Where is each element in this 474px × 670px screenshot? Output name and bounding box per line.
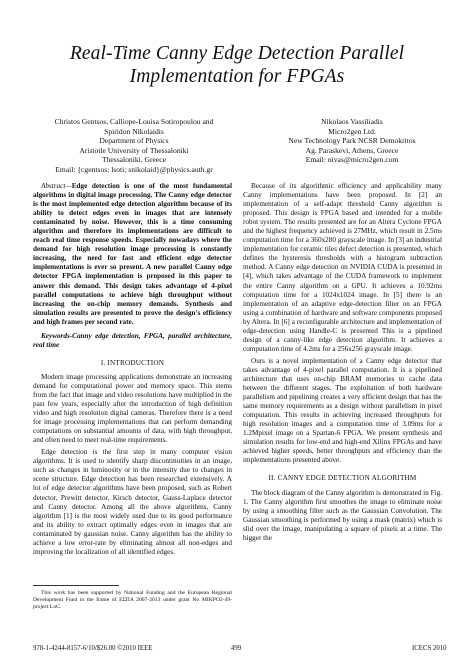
footnote-text: This work has been supported by National Funding and the European Regional Development Fund in the frame of ΕΣΠΑ 2007-2013 under grant No MIKPO2-49-project LoC. [33, 590, 232, 610]
author-park: New Technology Park NCSR Demokritos [288, 136, 416, 146]
author-email: Email: {cgentsos; lsoti; snikolaid}@physics.auth.gr [55, 164, 213, 174]
footnote-rule [33, 585, 119, 586]
author-dept: Department of Physics [99, 136, 169, 146]
keywords-lead: Keywords- [41, 331, 73, 340]
related-work-paragraph: Because of its algorithmic efficiency and applicability many Canny implementations have been proposed. In [2] an implementation of a self-adapt threshold Canny algorithm is proposed. This design is FPGA based and intended for a mobile robot system. The results presented are for an Altera Cyclone FPGA and the highest frequency achieved is 27MHz, which result in 2.5ms computation time for a 360x280 grayscale image. In [3] an industrial implementation for ceramic tiles defect detection is presented, which defines the hysteresis thresholds with a histogram subtraction method. A Canny edge detection on NVIDIA CUDA is presented in [4], which takes advantage of the CUDA framework to implement the entire Canny algorithm on a GPU. It achieves a 10.92ms computation time for a 1024x1024 image. In [5] there is an implementation of an adaptive edge-detection filter on an FPGA using a combination of hardware and software components proposed by Altera. In [6] a reconfigurable architecture and implementation of edge-detection using Handle-C is presented This is a pipelined design of a canny-like edge detection algorithm. It achieves a computation time of 4.2ms for a 256x256 grayscale image. [243, 182, 442, 353]
intro-paragraph-2: Edge detection is the first step in many computer vision algorithms. It is used to identify sharp discontinuities in an image, such as changes in luminosity or in the intensity due to changes in scene structure. Edge detection has been researched extensively. A lot of edge detector algorithms have been proposed, such as Robert detector, Prewitt detector, Kirsch detector, Gauss-Laplace detector and Canny detector. Among all the above algorithms, Canny algorithm [1] is the most widely used due to its good performance and its ability to extract optimally edges even in images that are contaminated by gaussian noise. Canny algorithm has the ability to achieve a low error-rate by eliminating almost all non-edges and improving the localization of all identified edges. [33, 448, 232, 556]
right-column [243, 182, 442, 543]
keywords [33, 332, 232, 350]
author-name: Nikolaos Vassiliadis [321, 117, 383, 126]
left-column [33, 182, 232, 557]
author-univ: Aristotle University of Thessaloniki [79, 145, 189, 155]
author-block-left [34, 117, 234, 175]
keywords-body: Canny edge detection, FPGA, parallel architecture, real time [33, 331, 232, 349]
author-email: Email: nivas@micro2gen.com [305, 155, 399, 165]
paper-title [40, 42, 434, 88]
title-line-2: Implementation for FPGAs [129, 66, 345, 87]
footer-isbn: 978-1-4244-8157-6/10/$26.00 ©2010 IEEE [33, 645, 153, 652]
author-company: Micro2gen Ltd. [328, 126, 376, 136]
abstract-body: Edge detection is one of the most fundamental algorithms in digital image processing. The Canny edge detector is the most implemented edge detection algorithm because of its ability to detect edges even in images that are intensely contaminated by noise. However, this is a time consuming algorithm and therefore its implementations are difficult to reach real time response speeds. Especially nowadays where the demand for high resolution image processing is constantly increasing, the need for fast and efficient edge detector implementations is ever so present. A new parallel Canny edge detector FPGA implementation is proposed in this paper to answer this demand. This design takes advantage of 4-pixel parallel computations to achieve high throughput without increasing the on-chip memory demands. Synthesis and simulation results are presented to prove the design's efficiency and high frames per second rate. [33, 182, 232, 326]
section-heading-canny: II. CANNY EDGE DETECTION ALGORITHM [268, 474, 417, 483]
author-names: Christos Gentsos, Calliope-Louisa Sotiropoulou and [54, 117, 214, 126]
abstract [33, 182, 232, 327]
author-block-right [252, 117, 452, 165]
title-line-1: Real-Time Canny Edge Detection Parallel [69, 43, 405, 64]
author-city: Ag. Paraskevi, Athens, Greece [305, 145, 399, 155]
abstract-lead: Abstract— [41, 182, 72, 190]
author-city: Thessaloniki, Greece [101, 155, 167, 165]
intro-paragraph-1: Modern image processing applications demonstrate an increasing demand for computational power and memory space. This stems from the fact that image and video resolutions have multiplied in the past few years, especially after the introduction of high definition video and high resolution digital cameras. Therefore there is a need for image processing implementations that can perform demanding computations on substantial amounts of data, with high throughput, and often need to meet real-time requirements. [33, 372, 232, 445]
author-names-cont: Spiridon Nikolaidis [104, 126, 164, 136]
section-heading-intro: I. INTRODUCTION [100, 358, 165, 367]
footnote [33, 590, 232, 611]
footer-conference: ICECS 2010 [412, 645, 447, 652]
page-number: 499 [231, 645, 242, 652]
contribution-paragraph: Ours is a novel implementation of a Canny edge detector that takes advantage of 4-pixel parallel computation. It is a pipelined architecture that uses on-chip BRAM memories to cache data between the different stages. The exploitation of both hardware parallelism and pipelining creates a very efficient design that has the same memory requirements as a design without parallelism in pixel computation. This results in achieving increased throughputs for high resolution images and a computation time of 3.09ms for a 1.2Mpixel image on a Spartan-6 FPGA. We present synthesis and simulation results for low-end and high-end Xilinx FPGAs and have achieved higher speeds, better throughputs and efficiency than the implementations presented above. [243, 356, 442, 465]
canny-paragraph: The block diagram of the Canny algorithm is demonstrated in Fig. 1. The Canny algorithm first smoothes the image to eliminate noise by using a smoothing filter such as the Gaussian Convolution. The Gaussian smoothing is performed by using a mask (matrix) which is slid over the image, manipulating a square of pixels at a time. The bigger the [243, 488, 442, 542]
